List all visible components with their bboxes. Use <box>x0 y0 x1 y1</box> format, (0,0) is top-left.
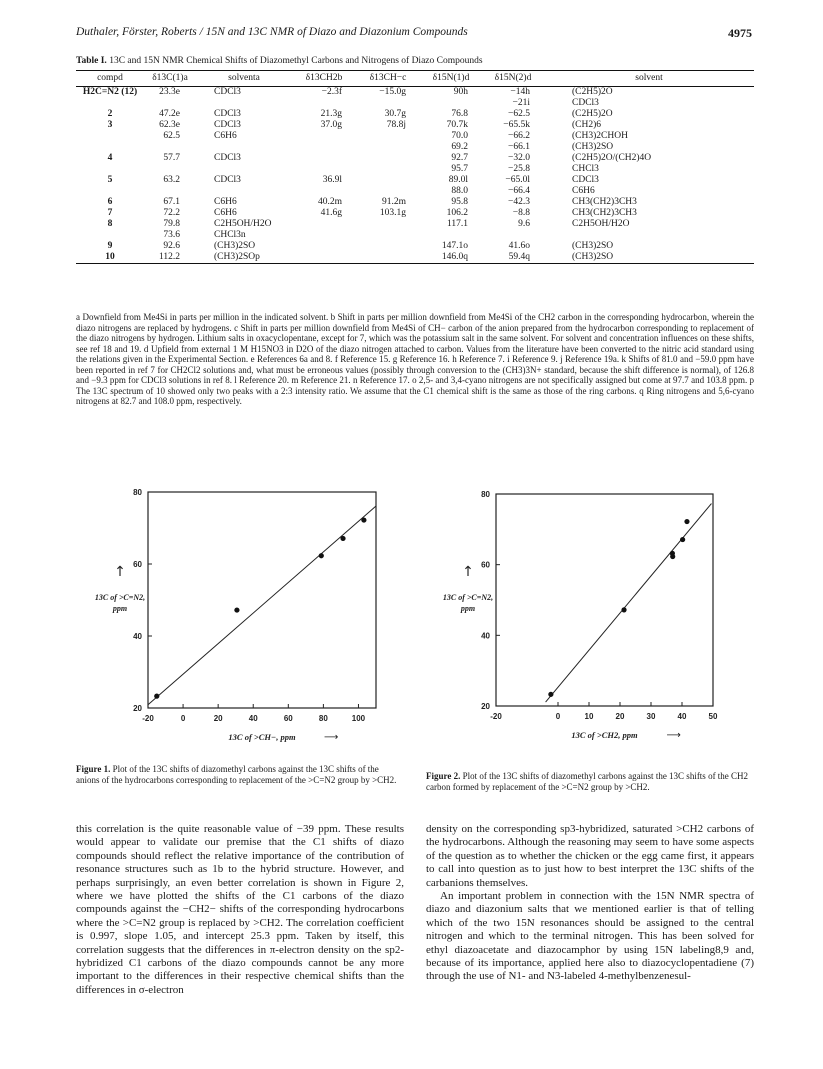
x-tick-label: 30 <box>646 712 656 721</box>
table-cell: 92.7 <box>451 153 468 163</box>
table-cell <box>356 186 420 197</box>
y-axis-label: 13C of >C=N2, <box>94 593 146 602</box>
table-header-cell: solvent <box>544 71 754 87</box>
table-cell <box>292 219 356 230</box>
table-cell <box>196 186 292 197</box>
data-point <box>234 607 239 612</box>
table-cell: −14h <box>510 87 530 97</box>
table-cell: 67.1 <box>163 197 180 207</box>
table-cell <box>420 230 482 241</box>
table-cell <box>292 164 356 175</box>
table-row <box>76 219 754 230</box>
table-cell: CDCl3 <box>572 98 599 108</box>
table-cell: 70.7k <box>446 120 468 130</box>
table-row <box>76 120 754 131</box>
data-point <box>361 517 366 522</box>
table-header-row <box>76 71 754 87</box>
table-cell <box>76 142 144 153</box>
table-row <box>76 175 754 186</box>
table-cell: 69.2 <box>451 142 468 152</box>
table-cell: 59.4q <box>482 252 544 264</box>
y-tick-label: 20 <box>481 702 490 711</box>
table-cell: 21.3g <box>320 109 342 119</box>
data-point <box>684 519 689 524</box>
y-tick-label: 60 <box>133 560 142 569</box>
table-row <box>76 153 754 164</box>
x-tick-label: 0 <box>555 712 561 721</box>
table-cell <box>292 186 356 197</box>
table-cell: 7 <box>107 208 113 218</box>
table-cell: (CH3)2CHOH <box>572 131 628 141</box>
right-arrow-icon: ⟶ <box>666 730 681 741</box>
table-cell: (CH3)2SO <box>544 252 754 264</box>
table-header-cell: δ13C(1)a <box>144 71 196 87</box>
table-cell: 8 <box>107 219 113 229</box>
table-header-cell: solventa <box>196 71 292 87</box>
y-tick-label: 80 <box>133 488 142 497</box>
table-cell: 88.0 <box>451 186 468 196</box>
data-point <box>680 537 685 542</box>
table-row <box>76 186 754 197</box>
body-column-left <box>76 823 404 997</box>
table-cell: 146.0q <box>420 252 482 264</box>
table-cell <box>144 164 196 175</box>
table-cell: 57.7 <box>163 153 180 163</box>
running-head-authors: Duthaler, Förster, Roberts <box>76 26 197 38</box>
table-cell: 23.3e <box>159 87 180 97</box>
table-cell: −25.8 <box>508 164 530 174</box>
table-cell: 95.8 <box>451 197 468 207</box>
table-cell <box>196 164 292 175</box>
running-head-title: 15N and 13C NMR of Diazo and Diazonium Compounds <box>205 26 468 38</box>
y-tick-label: 40 <box>481 631 490 641</box>
table-row <box>76 142 754 153</box>
table-cell: 72.2 <box>163 208 180 218</box>
table-cell: 103.1g <box>379 208 406 218</box>
body-paragraph: An important problem in connection with the 15N NMR spectra of diazo and diazonium salts that we mentioned earlier is that of telling which of the two 15N resonances should be assigned to the central nitrogen and which to the terminal nitrogen. This has been solved for ethyl diazoacetate and diazocamphor by using 15N labeling8,9 and, because of its importance, applied here also to diazocyclopentadiene (7) through the use of N1- and N3-labeled 4-methylbenzenesul- <box>426 890 754 983</box>
table-cell <box>292 252 356 264</box>
table-cell: −65.5k <box>503 120 530 130</box>
fit-line <box>148 506 376 705</box>
figure-1-caption-text: Plot of the 13C shifts of diazomethyl carbons against the 13C shifts of the anions of the hydrocarbons corresponding to replacement of the >C=N2 group by >CH2. <box>76 764 397 785</box>
table-cell: 40.2m <box>317 197 342 207</box>
table-cell: −32.0 <box>508 153 530 163</box>
x-axis-label: 13C of >CH−, ppm <box>228 732 296 742</box>
table-cell: (CH2)6 <box>572 120 602 130</box>
page-number: 4975 <box>728 26 752 40</box>
table-cell: CDCl3 <box>214 109 241 119</box>
x-tick-label: 40 <box>248 714 258 723</box>
table-cell: −42.3 <box>508 197 530 207</box>
table-cell <box>356 241 420 252</box>
table-cell: 62.5 <box>163 131 180 141</box>
table-cell: CDCl3 <box>572 175 599 185</box>
table-cell: 117.1 <box>446 219 468 229</box>
figure-2-label: Figure 2. <box>426 771 461 781</box>
x-tick-label: 10 <box>584 712 594 721</box>
table-cell <box>196 142 292 153</box>
data-point <box>154 694 159 699</box>
table-cell <box>144 186 196 197</box>
table-cell <box>292 153 356 164</box>
table-cell: 41.6o <box>508 241 530 251</box>
figure-2 <box>408 480 758 760</box>
figure-2-caption <box>426 771 752 792</box>
figure-1-caption <box>76 764 401 785</box>
table-cell: 62.3e <box>159 120 180 130</box>
table-cell: CDCl3 <box>214 87 241 97</box>
x-tick-label: 50 <box>708 712 718 721</box>
table-cell: C6H6 <box>572 186 595 196</box>
table-cell: 37.0g <box>320 120 342 130</box>
table-cell: −66.1 <box>508 142 530 152</box>
table-cell: (C2H5)2O <box>572 87 613 97</box>
running-head: Duthaler, Förster, Roberts / 15N and 13C NMR of Diazo and Diazonium Compounds 4975 <box>76 26 752 40</box>
table-cell <box>292 241 356 252</box>
table-cell <box>292 131 356 142</box>
table-cell: CH3(CH2)3CH3 <box>572 197 637 207</box>
table-cell: 9.6 <box>518 219 530 229</box>
table-cell: C6H6 <box>214 131 237 141</box>
x-tick-label: 40 <box>677 712 687 721</box>
data-point <box>319 553 324 558</box>
body-column-right <box>426 823 754 984</box>
table-row <box>76 230 754 241</box>
table-cell: 76.8 <box>451 109 468 119</box>
table-row <box>76 252 754 264</box>
table-cell: 6 <box>107 197 113 207</box>
data-point <box>670 554 675 559</box>
y-tick-label: 60 <box>481 560 490 570</box>
table-cell: 91.2m <box>381 197 406 207</box>
y-axis-label: 13C of >C=N2, <box>442 593 494 602</box>
table-footnotes: a Downfield from Me4Si in parts per million in the indicated solvent. b Shift in parts per million downfield from Me4Si of the CH2 carbon in the corresponding hydrocarbon, wherein the diazo nitrogens are replaced by hydrogens. c Shift in parts per million downfield from Me4Si of CH− carbon of the anion prepared from the hydrocarbon corresponding to replacement of the diazo nitrogens by hydrogen. Lithium salts in oxacyclopentane, except for 7, which was the potassium salt in the same solvent. For solvent and concentration influences on these shifts, see ref 18 and 19. d Upfield from external 1 M H15NO3 in D2O of the diazo nitrogen attached to carbon. Values from the literature have been converted to the nitric acid standard using the relations given in the Experimental Section. e References 6a and 8. f Reference 15. g Reference 16. h Reference 7. i Reference 9. j Reference 19a. k Shifts of 81.0 and −59.0 ppm have been reported in ref 7 for CH2Cl2 solutions and, what must be erroneous values (possibly through conversion to the (CH3)3N+ standard, because the shift difference is normal), of 126.8 and −9.3 ppm for CDCl3 solutions in ref 8. l Reference 20. m Reference 21. n Reference 17. o 2,5- and 3,4-cyano nitrogens are not specifically assigned but come at 97.7 and 103.8 ppm. p The 13C spectrum of 10 showed only two peaks with a 2:3 intensity ratio. We assume that the C1 chemical shift is the same as those of the ring carbons. q Ring nitrogens and 5,6-cyano nitrogens at 82.7 and 108.0 ppm, respectively. <box>76 312 754 406</box>
body-paragraph: density on the corresponding sp3-hybridized, saturated >CH2 carbons of the hydrocarbons. Although the reasoning may seem to have some aspects of the question as to whether the chicken or the egg came first, it appears to call into question as to just how to best interpret the 13C shifts of the carbanions themselves. <box>426 823 754 889</box>
body-paragraph: this correlation is the quite reasonable value of −39 ppm. These results would appear to validate our premise that the C1 shifts of diazo compounds should reflect the relative importance of the contribution of resonance structures such as 1b to the hybrid structure. However, and perhaps surprisingly, an even better correlation is shown in Figure 2, where we have plotted the shifts of the C1 carbons of the diazo compounds against the −CH2− shifts of the corresponding hydrocarbons where the >C=N2 group is replaced by >CH2. The correlation coefficient is 0.997, slope 1.05, and intercept 25.3 ppm. Taken by itself, this correlation suggests that the differences in π-electron density on the sp2-hybridized C1 carbons of the diazo compounds cannot be any more important to the differences in their respective chemical shifts than the differences in σ-electron <box>76 823 404 996</box>
table-header-cell: δ15N(2)d <box>482 71 544 87</box>
table-cell: CDCl3 <box>214 120 241 130</box>
y-tick-label: 80 <box>481 490 490 499</box>
table-cell: (C2H5)2O <box>572 109 613 119</box>
up-arrow-icon: ↑ <box>114 564 126 580</box>
table-cell: 92.6 <box>163 241 180 251</box>
plot-frame <box>496 494 713 706</box>
table-header-cell: δ13CH2b <box>292 71 356 87</box>
table-cell: 47.2e <box>159 109 180 119</box>
table-cell: (CH3)2SO <box>572 241 614 251</box>
table-cell: −62.5 <box>508 109 530 119</box>
x-axis-label: 13C of >CH2, ppm <box>571 730 638 740</box>
table-cell: 112.2 <box>144 252 196 264</box>
x-tick-label: 20 <box>213 714 223 723</box>
table-cell: 41.6g <box>320 208 342 218</box>
table-cell: 73.6 <box>163 230 180 240</box>
table-cell <box>76 186 144 197</box>
table-cell <box>292 230 356 241</box>
table-cell: CHCl3 <box>572 164 599 174</box>
table-cell: H2C=N2 (12) <box>82 87 138 97</box>
table-row <box>76 87 754 99</box>
table-cell: 4 <box>107 153 113 163</box>
table-cell: C6H6 <box>214 197 237 207</box>
table-caption-text: 13C and 15N NMR Chemical Shifts of Diazomethyl Carbons and Nitrogens of Diazo Compounds <box>109 56 483 66</box>
table-row <box>76 208 754 219</box>
right-arrow-icon: ⟶ <box>324 732 339 743</box>
table-cell: 147.1o <box>441 241 468 251</box>
x-tick-label: 0 <box>180 714 186 723</box>
table-row <box>76 164 754 175</box>
table-row <box>76 109 754 120</box>
table-cell: CHCl3n <box>214 230 246 240</box>
table-cell: CDCl3 <box>214 153 241 163</box>
table-cell: 10 <box>76 252 144 264</box>
table-cell: C2H5OH/H2O <box>572 219 630 229</box>
figure-1-label: Figure 1. <box>76 764 111 774</box>
table-cell: C2H5OH/H2O <box>214 219 272 229</box>
table-cell <box>196 98 292 109</box>
table-cell: −66.4 <box>508 186 530 196</box>
table-cell <box>356 164 420 175</box>
table-cell <box>356 252 420 264</box>
x-tick-label: -20 <box>142 714 154 723</box>
table-cell: 36.9l <box>322 175 342 185</box>
table-row <box>76 131 754 142</box>
table-cell: −8.8 <box>512 208 530 218</box>
table-cell: 95.7 <box>451 164 468 174</box>
table-cell <box>144 98 196 109</box>
table-body <box>76 87 754 264</box>
x-tick-label: 80 <box>318 714 328 723</box>
shift-table <box>76 70 754 264</box>
table-cell <box>76 230 144 241</box>
data-point <box>621 607 626 612</box>
table-cell: 90h <box>453 87 468 97</box>
table-row <box>76 241 754 252</box>
table-header-cell: compd <box>76 71 144 87</box>
figure-1-plot <box>66 480 396 750</box>
y-tick-label: 40 <box>133 632 142 641</box>
table-cell: −21i <box>512 98 530 108</box>
table-cell <box>482 230 544 241</box>
table-cell: 79.8 <box>163 219 180 229</box>
y-tick-label: 20 <box>133 704 142 713</box>
table-cell <box>544 230 754 241</box>
table-cell <box>356 219 420 230</box>
x-tick-label: 100 <box>351 714 366 723</box>
table-cell: 9 <box>107 241 113 251</box>
table-cell <box>356 142 420 153</box>
table-cell <box>356 153 420 164</box>
table-cell <box>356 98 420 109</box>
data-point <box>548 692 553 697</box>
table-cell <box>76 98 144 109</box>
y-axis-unit: ppm <box>112 604 128 613</box>
table-cell <box>76 131 144 142</box>
table-cell <box>356 230 420 241</box>
table-cell: 106.2 <box>446 208 468 218</box>
table-cell: 3 <box>107 120 113 130</box>
table-header-cell: δ15N(1)d <box>420 71 482 87</box>
fit-line <box>546 504 712 703</box>
x-tick-label: 20 <box>615 712 625 721</box>
table-cell: 70.0 <box>451 131 468 141</box>
x-tick-label: -20 <box>490 712 502 721</box>
up-arrow-icon: ↑ <box>462 564 474 580</box>
figure-2-plot <box>408 480 758 760</box>
table-cell: −15.0g <box>379 87 406 97</box>
table-header-cell: δ13CH−c <box>356 71 420 87</box>
table-cell <box>292 98 356 109</box>
table-cell: 89.0l <box>448 175 468 185</box>
table-cell <box>356 175 420 186</box>
table-cell <box>76 164 144 175</box>
table-cell: CDCl3 <box>214 175 241 185</box>
table-cell <box>420 98 482 109</box>
table-cell: (CH3)2SO <box>572 142 614 152</box>
figure-2-caption-text: Plot of the 13C shifts of diazomethyl carbons against the 13C shifts of the CH2 carbon formed by replacement of the >C=N2 group by >CH2. <box>426 771 749 792</box>
data-point <box>340 536 345 541</box>
table-cell: 78.8j <box>386 120 406 130</box>
table-label: Table I. <box>76 56 107 66</box>
table-cell <box>144 142 196 153</box>
table-caption <box>76 56 483 66</box>
figure-1 <box>66 480 396 750</box>
x-tick-label: 60 <box>283 714 293 723</box>
table-cell: 30.7g <box>384 109 406 119</box>
table-cell: CH3(CH2)3CH3 <box>572 208 637 218</box>
table-cell: C6H6 <box>214 208 237 218</box>
table-cell: (C2H5)2O/(CH2)4O <box>572 153 652 163</box>
table-row <box>76 197 754 208</box>
table-cell: (CH3)2SO <box>214 241 256 251</box>
table-cell: 63.2 <box>163 175 180 185</box>
table-cell: −2.3f <box>321 87 342 97</box>
table-cell <box>292 142 356 153</box>
table-cell: (CH3)2SOp <box>196 252 292 264</box>
table-cell: 2 <box>107 109 113 119</box>
table-cell <box>356 131 420 142</box>
y-axis-unit: ppm <box>460 604 476 613</box>
table-cell: −65.0l <box>505 175 530 185</box>
table-row <box>76 98 754 109</box>
table-cell: −66.2 <box>508 131 530 141</box>
table-cell: 5 <box>107 175 113 185</box>
